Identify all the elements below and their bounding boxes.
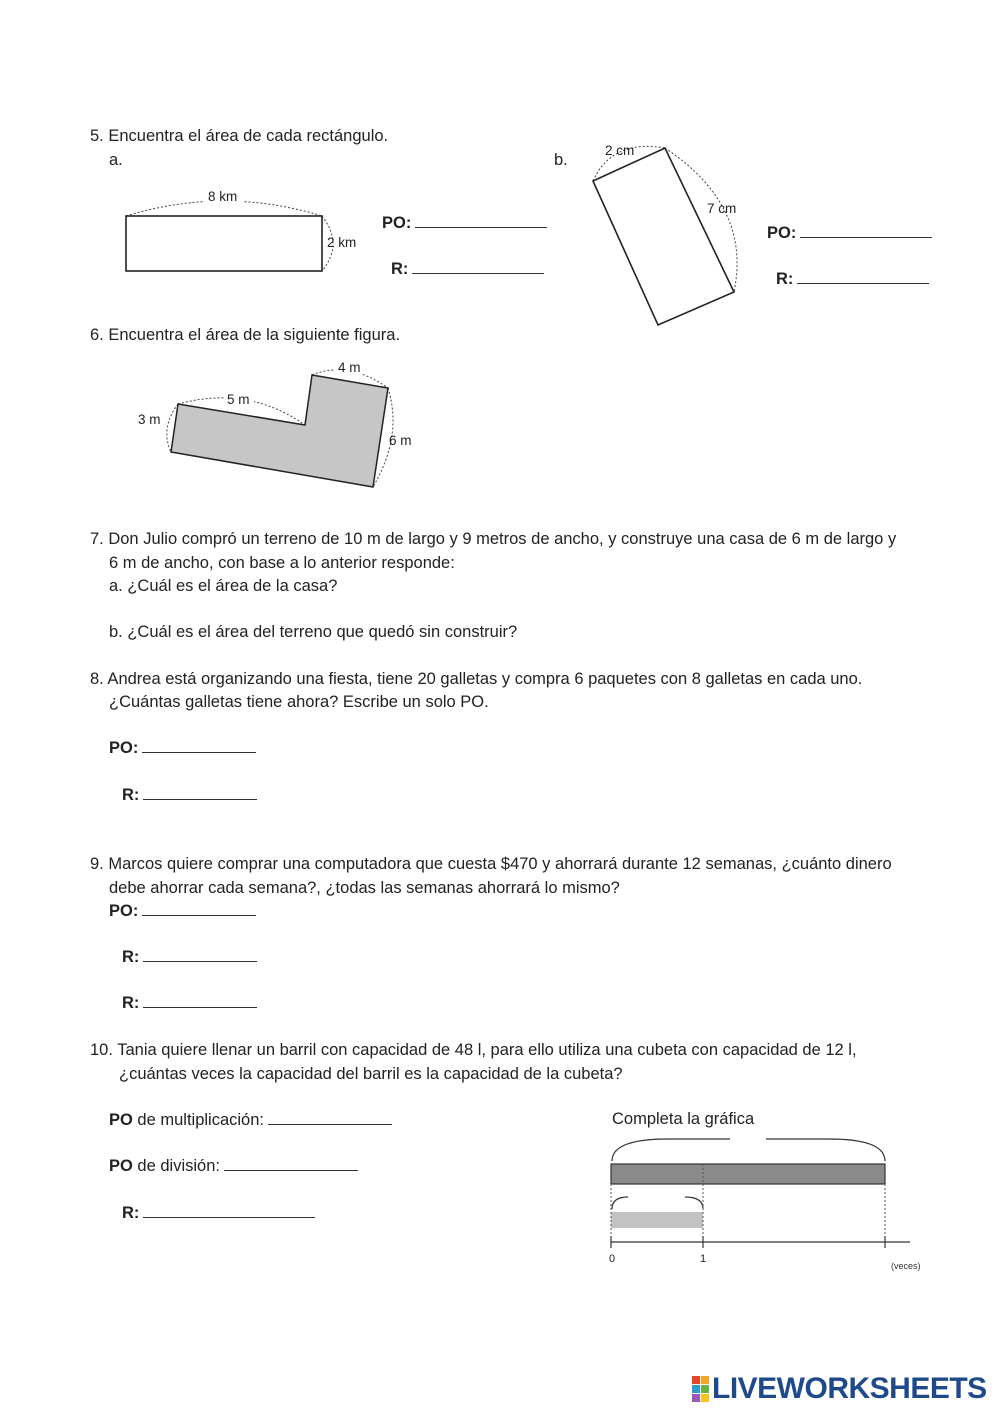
q5b-po-label: PO:: [767, 224, 797, 242]
q10-bucket-brace: [612, 1197, 703, 1209]
q5b-height-label: 7 cm: [707, 201, 737, 216]
q8-r-label: R:: [122, 786, 140, 804]
q5a-height-label: 2 km: [327, 235, 357, 250]
q6-top-dim: 4 m: [338, 360, 361, 375]
q7-question-a: a. ¿Cuál es el área de la casa?: [109, 577, 338, 595]
logo-squares-icon: [692, 1376, 709, 1402]
q10-tick-0: 0: [609, 1253, 616, 1265]
q10-text-line2: ¿cuántas veces la capacidad del barril es la capacidad de la cubeta?: [119, 1065, 623, 1083]
q5b-label: b.: [554, 151, 568, 169]
q10-barrel-bar: [611, 1164, 885, 1184]
q7-text-line2: 6 m de ancho, con base a lo anterior responde:: [109, 554, 455, 572]
q10-po-mult-bold: PO: [109, 1111, 133, 1129]
q8-text-line1: 8. Andrea está organizando una fiesta, tiene 20 galletas y compra 6 paquetes con 8 galletas en cada uno.: [90, 670, 863, 688]
q9-r1-label: R:: [122, 948, 140, 966]
q10-axis-unit: (veces): [891, 1261, 921, 1271]
q5a-width-label: 8 km: [208, 189, 238, 204]
q10-po-div-bold: PO: [109, 1157, 133, 1175]
q10-tick-1: 1: [700, 1253, 707, 1265]
q5a-r-label: R:: [391, 260, 409, 278]
q9-po-label: PO:: [109, 902, 139, 920]
q5a-po-label: PO:: [382, 214, 412, 232]
logo-wordmark: LIVEWORKSHEETS: [712, 1372, 987, 1405]
q5-title: 5. Encuentra el área de cada rectángulo.: [90, 127, 389, 145]
q10-bucket-bar: [611, 1212, 703, 1228]
q6-left-dim: 3 m: [138, 412, 161, 427]
q10-po-div-text: de división:: [132, 1157, 220, 1175]
q10-r-label: R:: [122, 1204, 140, 1222]
q10-text-line1: 10. Tania quiere llenar un barril con capacidad de 48 l, para ello utiliza una cubeta con capacidad de 12 l,: [90, 1041, 857, 1059]
q7-text-line1: 7. Don Julio compró un terreno de 10 m de largo y 9 metros de ancho, y construye una casa de 6 m de largo y: [90, 530, 897, 548]
q9-r2-label: R:: [122, 994, 140, 1012]
liveworksheets-logo: [692, 1372, 987, 1406]
q6-upper-left-dim: 5 m: [227, 392, 250, 407]
q5a-label: a.: [109, 151, 123, 169]
q8-po-label: PO:: [109, 739, 139, 757]
q9-text-line1: 9. Marcos quiere comprar una computadora que cuesta $470 y ahorrará durante 12 semanas, ¿cuánto dinero: [90, 855, 892, 873]
q5b-r-label: R:: [776, 270, 794, 288]
q9-text-line2: debe ahorrar cada semana?, ¿todas las semanas ahorrará lo mismo?: [109, 879, 620, 897]
q10-graph-title: Completa la gráfica: [612, 1110, 755, 1128]
q7-question-b: b. ¿Cuál es el área del terreno que quedó sin construir?: [109, 623, 518, 641]
q6-right-dim: 6 m: [389, 433, 412, 448]
q10-po-mult-text: de multiplicación:: [132, 1111, 264, 1129]
q8-text-line2: ¿Cuántas galletas tiene ahora? Escribe un solo PO.: [109, 693, 489, 711]
q5b-width-label: 2 cm: [605, 143, 635, 158]
q6-title: 6. Encuentra el área de la siguiente figura.: [90, 326, 401, 344]
q10-barrel-brace: [612, 1139, 885, 1161]
